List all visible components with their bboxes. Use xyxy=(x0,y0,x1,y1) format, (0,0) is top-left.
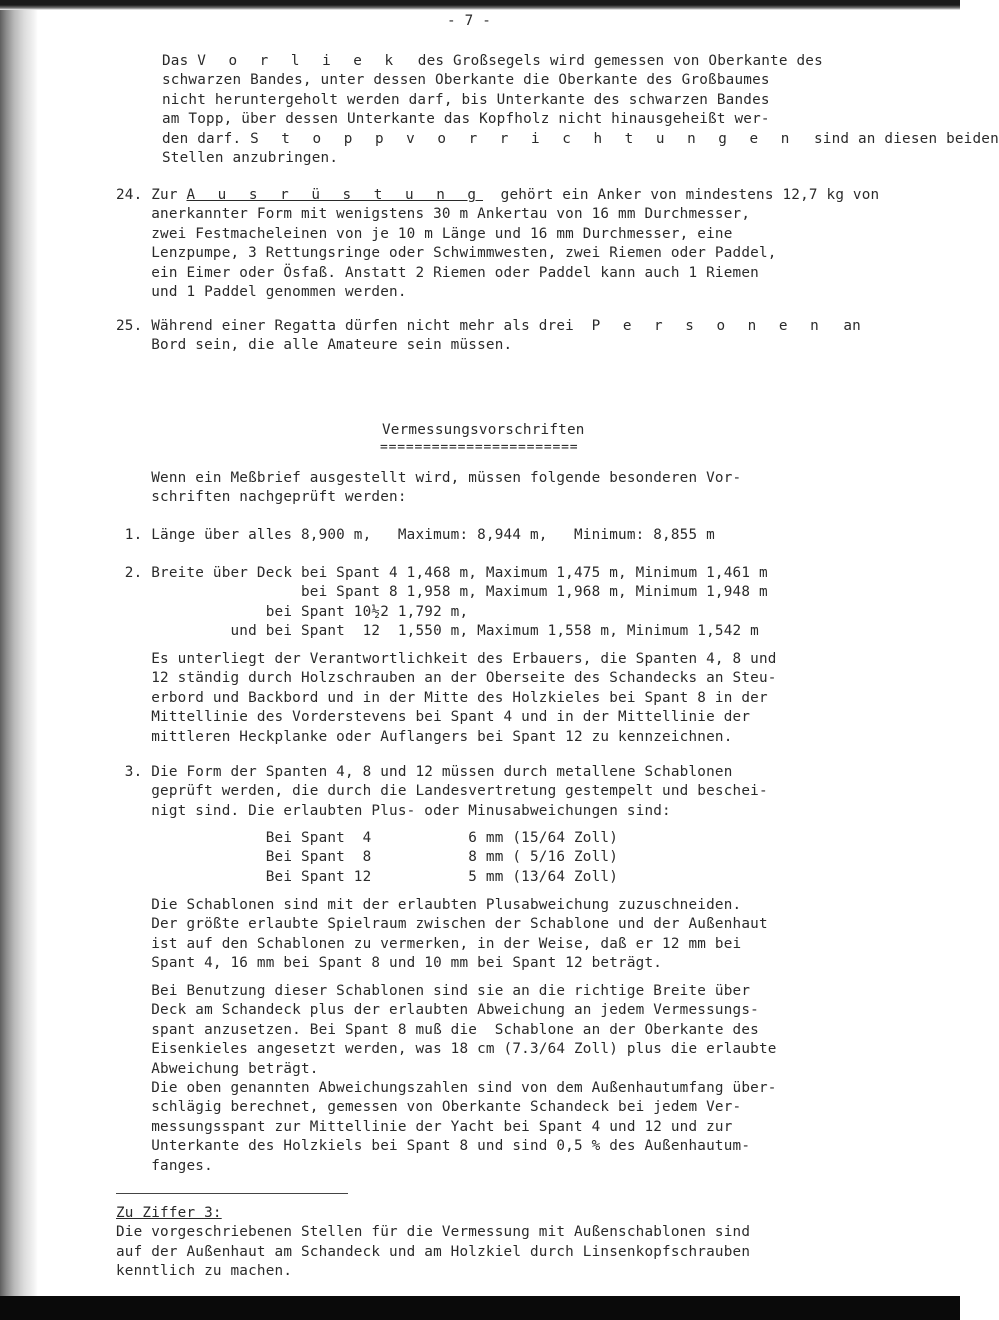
text-run: Die vorgeschriebenen Stellen für die Vermessung mit Außenschablonen sind xyxy=(116,1224,751,1241)
intro-paragraph xyxy=(116,469,741,508)
text-run: ist auf den Schablonen zu vermerken, in der Weise, daß er 12 mm bei xyxy=(116,935,742,952)
text-line xyxy=(116,1079,777,1098)
text-run: 1. Länge über alles 8,900 m, Maximum: 8,944 m, Minimum: 8,855 m xyxy=(116,527,715,543)
text-line xyxy=(116,1040,777,1059)
text-line xyxy=(116,708,777,727)
text-line xyxy=(116,622,768,641)
text-line xyxy=(116,763,768,782)
text-run: Bei Spant 8 8 mm ( 5/16 Zoll) xyxy=(116,849,619,866)
text-run: Bei Spant 12 5 mm (13/64 Zoll) xyxy=(116,868,619,885)
text-run: schlägig berechnet, gemessen von Oberkante Schandeck bei jedem Ver- xyxy=(116,1099,742,1116)
text-line xyxy=(116,469,741,488)
text-run: Abweichung beträgt. xyxy=(116,1060,319,1077)
text-line xyxy=(116,848,618,867)
text-run: 3. Die Form der Spanten 4, 8 und 12 müssen durch metallene Schablonen xyxy=(116,764,733,780)
text-run: Bei Benutzung dieser Schablonen sind sie an die richtige Breite über xyxy=(116,983,751,999)
text-line xyxy=(116,1137,777,1156)
text-line xyxy=(162,71,999,90)
text-line xyxy=(116,1021,777,1040)
text-run: Es unterliegt der Verantwortlichkeit des Erbauers, die Spanten 4, 8 und xyxy=(116,651,777,667)
text-line xyxy=(116,1243,750,1262)
text-line xyxy=(116,650,777,669)
text-line xyxy=(116,802,768,821)
text-run: Mittellinie des Vorderstevens bei Spant 4 und in der Mittellinie der xyxy=(116,709,751,726)
text-line xyxy=(116,244,879,263)
text-line xyxy=(116,728,777,747)
text-run: gehört ein Anker von mindestens 12,7 kg von xyxy=(483,187,880,203)
text-line xyxy=(116,935,768,954)
text-line xyxy=(116,1223,750,1242)
emphasized-term: V o r l i e k xyxy=(197,53,401,69)
text-run: schriften nachgeprüft werden: xyxy=(116,489,407,506)
text-line xyxy=(116,283,879,302)
text-line xyxy=(162,91,999,110)
text-run: ein Eimer oder Ösfaß. Anstatt 2 Riemen oder Paddel kann auch 1 Riemen xyxy=(116,264,759,281)
text-line xyxy=(116,583,768,602)
text-run: mittleren Heckplanke oder Auflangers bei Spant 12 zu kennzeichnen. xyxy=(116,728,733,745)
text-run: schwarzen Bandes, unter dessen Oberkante die Oberkante des Großbaumes xyxy=(162,72,770,89)
text-run: auf der Außenhaut am Schandeck und am Holzkiel durch Linsenkopfschrauben xyxy=(116,1243,751,1260)
item-24-ausruestung xyxy=(116,186,879,302)
item-3-form xyxy=(116,763,768,821)
text-run: bei Spant 10½2 1,792 m, xyxy=(116,603,469,620)
text-run: 2. Breite über Deck bei Spant 4 1,468 m, Maximum 1,475 m, Minimum 1,461 m xyxy=(116,565,768,581)
text-run: 25. Während einer Regatta dürfen nicht mehr als drei xyxy=(116,318,592,334)
text-run: anerkannter Form mit wenigstens 30 m Ankertau von 16 mm Durchmesser, xyxy=(116,206,751,223)
text-line xyxy=(116,829,618,848)
text-run: 12 ständig durch Holzschrauben an der Oberseite des Schandecks an Steu- xyxy=(116,670,777,687)
text-run: Spant 4, 16 mm bei Spant 8 und 10 mm bei Spant 12 beträgt. xyxy=(116,955,663,972)
item-25-personen xyxy=(116,317,861,356)
footnote xyxy=(116,1204,750,1282)
text-line xyxy=(116,205,879,224)
item-2-breite xyxy=(116,564,768,642)
text-run: kenntlich zu machen. xyxy=(116,1263,293,1280)
text-line xyxy=(116,488,741,507)
text-run: Lenzpumpe, 3 Rettungsringe oder Schwimmwesten, zwei Riemen oder Paddel, xyxy=(116,245,777,262)
text-run: fanges. xyxy=(116,1157,213,1174)
text-run: den darf. xyxy=(162,130,251,147)
text-line xyxy=(116,1262,750,1281)
text-line xyxy=(116,689,777,708)
section-heading: Vermessungsvorschriften xyxy=(382,422,585,438)
text-run: Deck am Schandeck plus der erlaubten Abweichung an jedem Vermessungs- xyxy=(116,1002,759,1019)
text-run: messungsspant zur Mittellinie der Yacht bei Spant 4 und 12 und zur xyxy=(116,1118,733,1135)
text-run: nicht heruntergeholt werden darf, bis Unterkante des schwarzen Bandes xyxy=(162,91,770,108)
text-run: Bei Spant 4 6 mm (15/64 Zoll) xyxy=(116,830,619,846)
text-run: Der größte erlaubte Spielraum zwischen der Schablone und der Außenhaut xyxy=(116,916,768,933)
emphasized-term: P e r s o n e n xyxy=(591,318,826,334)
text-line xyxy=(116,603,768,622)
text-run: Das xyxy=(162,53,198,69)
text-run: Die Schablonen sind mit der erlaubten Plusabweichung zuzuschneiden. xyxy=(116,897,742,913)
text-line xyxy=(116,896,768,915)
text-run: Die oben genannten Abweichungszahlen sind von dem Außenhautumfang über- xyxy=(116,1080,777,1097)
text-run: Bord sein, die alle Amateure sein müssen. xyxy=(116,337,513,354)
text-line xyxy=(116,1060,777,1079)
deviation-table xyxy=(116,829,618,887)
text-run: zwei Festmacheleinen von je 10 m Länge und 16 mm Durchmesser, eine xyxy=(116,225,733,242)
paragraph-vorliek xyxy=(162,52,999,168)
text-line xyxy=(116,336,861,355)
text-run: des Großsegels wird gemessen von Oberkante des xyxy=(400,53,823,69)
text-line xyxy=(116,868,618,887)
text-line xyxy=(116,669,777,688)
text-run: am Topp, über dessen Unterkante das Kopfholz nicht hinausgeheißt wer- xyxy=(162,111,770,128)
text-line xyxy=(162,149,999,168)
text-run: Wenn ein Meßbrief ausgestellt wird, müssen folgende besonderen Vor- xyxy=(116,470,742,486)
text-line xyxy=(116,1157,777,1176)
text-run: 24. Zur xyxy=(116,187,187,203)
text-run: sind an diesen beiden xyxy=(796,130,999,147)
emphasized-term: A u s r ü s t u n g xyxy=(186,187,484,203)
item-3-paragraph-2 xyxy=(116,982,777,1176)
text-line xyxy=(116,1118,777,1137)
text-line xyxy=(116,1204,750,1223)
text-line xyxy=(116,782,768,801)
footnote-title: Zu Ziffer 3: xyxy=(116,1205,222,1221)
text-line xyxy=(116,915,768,934)
emphasized-term: S t o p p v o r r i c h t u n g e n xyxy=(250,130,797,147)
text-line xyxy=(162,110,999,129)
text-run: Stellen anzubringen. xyxy=(162,150,339,167)
text-line xyxy=(116,186,879,205)
text-line xyxy=(116,526,715,545)
item-3-paragraph-1 xyxy=(116,896,768,974)
text-run: Unterkante des Holzkiels bei Spant 8 und sind 0,5 % des Außenhautum- xyxy=(116,1138,751,1155)
text-line xyxy=(116,1001,777,1020)
text-line xyxy=(116,954,768,973)
footnote-rule xyxy=(116,1193,348,1194)
text-line xyxy=(162,130,999,149)
text-line xyxy=(116,264,879,283)
text-run: und bei Spant 12 1,550 m, Maximum 1,558 m, Minimum 1,542 m xyxy=(116,623,759,640)
text-run: und 1 Paddel genommen werden. xyxy=(116,284,407,301)
text-run: erbord und Backbord und in der Mitte des Holzkieles bei Spant 8 in der xyxy=(116,689,768,706)
text-run: bei Spant 8 1,958 m, Maximum 1,968 m, Minimum 1,948 m xyxy=(116,584,768,601)
text-line xyxy=(116,1098,777,1117)
text-run: an xyxy=(825,318,861,334)
page-number: - 7 - xyxy=(447,13,492,29)
text-line xyxy=(162,52,999,71)
scan-bottom-edge xyxy=(0,1296,960,1320)
text-run: geprüft werden, die durch die Landesvertretung gestempelt und beschei- xyxy=(116,783,768,800)
text-line xyxy=(116,564,768,583)
section-heading-underline: ======================= xyxy=(380,440,579,455)
text-run: nigt sind. Die erlaubten Plus- oder Minusabweichungen sind: xyxy=(116,802,671,819)
text-line xyxy=(116,982,777,1001)
item-2-paragraph xyxy=(116,650,777,747)
item-1-laenge xyxy=(116,526,715,545)
text-line xyxy=(116,225,879,244)
text-run: spant anzusetzen. Bei Spant 8 muß die Schablone an der Oberkante des xyxy=(116,1021,759,1038)
text-line xyxy=(116,317,861,336)
text-run: Eisenkieles angesetzt werden, was 18 cm (7.3/64 Zoll) plus die erlaubte xyxy=(116,1041,777,1058)
